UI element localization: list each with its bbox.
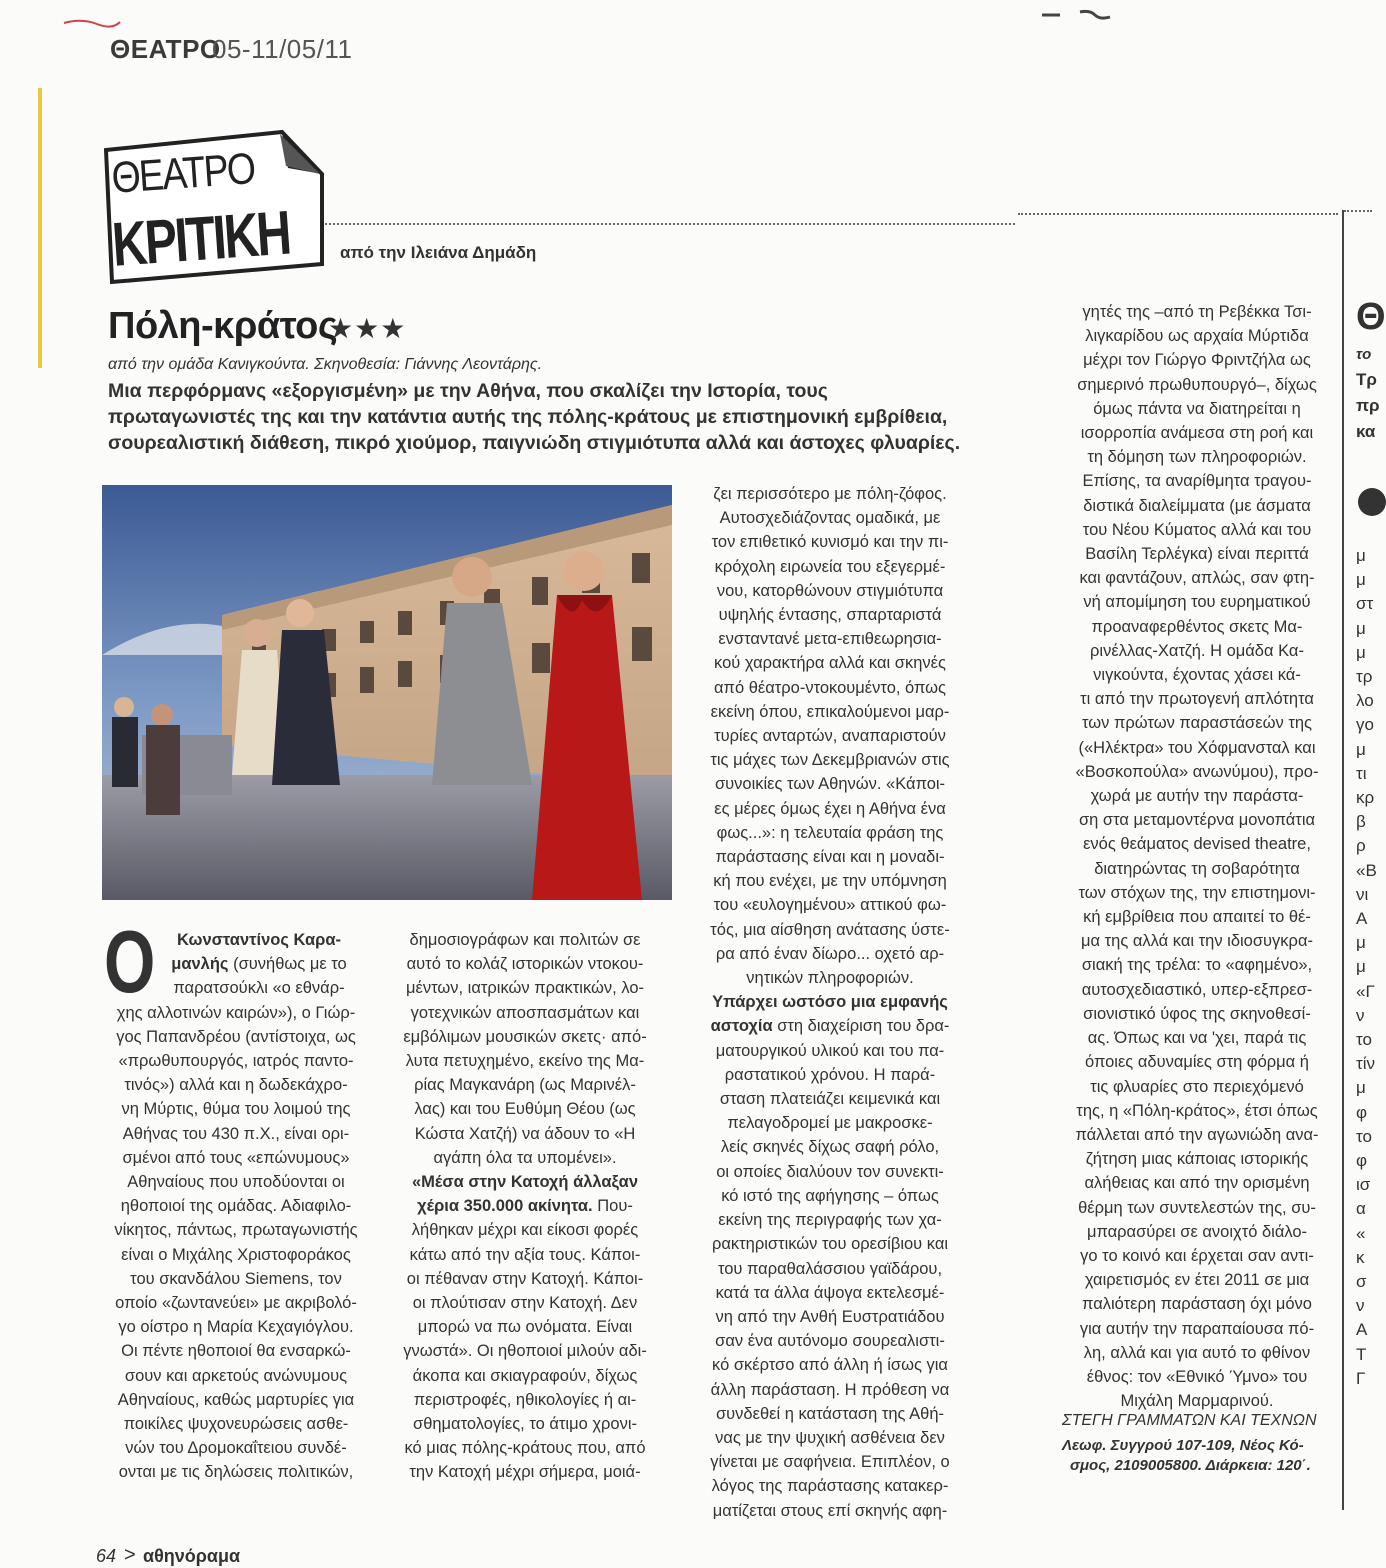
text-line: στη διαχείριση του δρα-	[772, 1017, 950, 1036]
text-line: υψηλής έντασης, σπαρταριστά	[718, 606, 942, 625]
text-line: κό σκέρτσο από άλλη ή ίσως για	[712, 1356, 948, 1375]
edge-text: τρ	[1356, 667, 1373, 686]
text-line: λήθηκαν μέχρι και είκοσι φορές	[411, 1221, 639, 1240]
text-line: κό ιστό της αφήγησης – όπως	[721, 1186, 939, 1205]
text-line: ζήτηση μιας κάποιας ιστορικής	[1085, 1150, 1309, 1169]
text-line: ση στα μεταμοντέρνα μονοπάτια	[1078, 811, 1316, 830]
text-line: Αυτοσχεδιάζοντας ομαδικά, με	[719, 509, 941, 528]
text-line: προαναφερθέντος σκετς Μα-	[1091, 617, 1303, 636]
text-line: τις μάχες των Δεκεμβριανών στις	[710, 751, 950, 770]
page-number: 64	[96, 1546, 117, 1566]
edge-text: στ	[1356, 594, 1374, 614]
text-line: κρόχολη ειρωνεία του εξεγερμέ-	[714, 557, 946, 576]
edge-text: «Γ	[1356, 981, 1375, 1001]
text-line: ραστατικού χρόνου. Η παρά-	[724, 1065, 936, 1084]
edge-text: κρ	[1356, 788, 1375, 807]
text-line: παράστασης είναι και η μοναδι-	[715, 848, 945, 867]
text-bold: Κωνσταντίνος Καρα-	[176, 931, 342, 949]
text-line: σαν ένα αυτόνομο σουρεαλιστι-	[715, 1332, 945, 1351]
text-line: νη από την Ανθή Ευστρατιάδου	[715, 1307, 945, 1326]
text-line: («Ηλέκτρα» του Χόφμανσταλ και	[1078, 738, 1316, 757]
text-line: οι πέθαναν στην Κατοχή. Κάποι-	[406, 1269, 644, 1288]
edge-text: ν	[1356, 1005, 1365, 1025]
text-line: εμβόλιμων μουσικών σκετς· από-	[403, 1027, 647, 1046]
text-bold: χέρια 350.000 ακίνητα.	[417, 1197, 593, 1216]
edge-text: ισ	[1356, 1175, 1371, 1195]
edge-text: μ	[1356, 957, 1366, 977]
text-line: Οι πέντε ηθοποιοί θα ενσαρκώ-	[121, 1342, 351, 1361]
text-line: ρινέλλας-Χατζή. Η ομάδα Κα-	[1090, 641, 1304, 660]
venue-name: ΣΤΕΓΗ ΓΡΑΜΜΑΤΩΝ ΚΑΙ ΤΕΧΝΩΝ	[1062, 1412, 1317, 1429]
edge-text: γο	[1356, 715, 1374, 735]
text-line: θέρμη των συντελεστών της, συ-	[1078, 1198, 1316, 1217]
text-line: τός, μια αίσθηση ανάτασης ύστε-	[710, 920, 950, 939]
text-line: ηθοποιοί της ομάδας. Αδιαφιλο-	[120, 1197, 352, 1216]
performance-photo	[102, 485, 672, 900]
text-line: γο το κοινό και έρχεται σαν αντι-	[1080, 1246, 1314, 1265]
text-line: λόγος της παράστασης κατακερ-	[711, 1477, 949, 1496]
text-line: γίνεται με σαφήνεια. Επιπλέον, ο	[710, 1453, 950, 1472]
text-line: σθηματολογίες, το άτιμο χρονι-	[413, 1415, 637, 1434]
text-line: Που-	[592, 1197, 633, 1216]
dotted-divider	[1018, 213, 1338, 215]
rating-stars: ★★★	[328, 313, 407, 344]
text-bold: αστοχία	[710, 1017, 773, 1036]
text-line: Επίσης, τα αναρίθμητα τραγου-	[1082, 472, 1312, 491]
text-line: «πρωθυπουργός, ιατρός παντο-	[118, 1052, 354, 1071]
text-line: λη, αλλά και για αυτό το φθίνον	[1083, 1343, 1311, 1362]
text-line: διατηρώντας τη σοβαρότητα	[1094, 859, 1300, 878]
text-line: έθνος: τον «Εθνικό Ύμνο» του	[1086, 1367, 1308, 1386]
text-line: οποίο «ζωντανεύει» με ακριβολό-	[115, 1294, 357, 1313]
edge-text: «Β	[1356, 860, 1377, 880]
text-line: συνοικίες των Αθηνών. «Κάποι-	[714, 775, 946, 794]
edge-text: λο	[1356, 691, 1374, 711]
text-line: χαιρετισμός εν έτει 2011 σε μια	[1084, 1271, 1310, 1290]
chevron-right-icon: >	[124, 1544, 136, 1566]
text-line: συνδεθεί η κατάσταση της Αθή-	[715, 1404, 945, 1423]
text-line: εκείνη της περιγραφής των χα-	[718, 1211, 942, 1230]
text-line: μέχρι τον Γιώργο Φριντζήλα ως	[1083, 351, 1311, 370]
text-line: είναι ο Μιχάλης Χριστοφοράκος	[121, 1245, 351, 1264]
text-line: όποιες αδυναμίες στη φόρμα ή	[1085, 1053, 1309, 1072]
theatre-critique-logo	[100, 128, 328, 284]
scan-mark-icon	[1040, 8, 1120, 22]
text-line: τη δόμηση των πληροφοριών.	[1087, 448, 1307, 467]
edge-text: α	[1356, 1199, 1366, 1219]
text-line: νών του Δρομοκαΐτειου συνδέ-	[125, 1439, 347, 1458]
issue-date: 05-11/05/11	[212, 34, 353, 64]
edge-text: Α	[1356, 1320, 1368, 1340]
chevron-left-icon	[1358, 488, 1386, 516]
text-line: Βασίλη Τερλέγκα) είναι περιττά	[1085, 545, 1309, 564]
text-line: γος Παπανδρέου (αντίστοιχα, ως	[116, 1027, 356, 1046]
edge-text: σ	[1356, 1272, 1367, 1291]
edge-text: πρ	[1356, 396, 1380, 415]
text-line: λυτα πετυχημένο, εκείνο της Μα-	[405, 1052, 645, 1071]
edge-text: νι	[1356, 884, 1369, 904]
column-4-body	[1052, 300, 1342, 1413]
edge-text: το	[1356, 1126, 1372, 1146]
edge-text: Τρ	[1356, 370, 1377, 389]
edge-text: ν	[1356, 1296, 1365, 1316]
article-title: Πόλη-κράτος	[108, 305, 338, 347]
text-line: αυτοσχεδιαστικό, υπερ-εξπρεσ-	[1081, 980, 1313, 999]
text-line: νας με την ψυχική ασθένεια δεν	[715, 1428, 945, 1447]
text-line: αγάπη όλα τα υπομένει».	[433, 1148, 617, 1167]
text-line: κάτω από την αξία τους. Κάποι-	[409, 1245, 641, 1264]
edge-text: τι	[1356, 763, 1367, 783]
text-line: Κώστα Χατζή) να άδουν το «Η	[414, 1124, 636, 1143]
column-2-body-a	[380, 928, 670, 1170]
next-article-edge	[1342, 210, 1386, 1568]
column-3-body-b	[684, 1039, 976, 1523]
edge-text: φ	[1356, 1102, 1368, 1122]
text-line: διστικά διαλείμματα (με άσματα	[1083, 496, 1311, 515]
text-line: πάλλεται από την αγωνιώδη ανα-	[1075, 1125, 1319, 1144]
text-line: άλλη παράσταση. Η πρόθεση να	[710, 1380, 950, 1399]
text-line: ονται με τις δηλώσεις πολιτικών,	[118, 1463, 354, 1482]
text-line: νιγκούντα, έχοντας χάσει κά-	[1093, 666, 1301, 685]
text-line: τον επιθετικό κυνισμό και την πι-	[711, 533, 949, 552]
scan-mark-icon	[62, 18, 122, 28]
text-line: ρίας Μαγκανάρη (ως Μαρινέλ-	[414, 1076, 636, 1095]
text-line: μπορώ να πω ονόματα. Είναι	[417, 1318, 633, 1337]
text-line: ενός θεάματος devised theatre,	[1083, 835, 1311, 854]
indented-lines	[104, 928, 368, 1001]
logo-line1: ΘΕΑΤΡΟ	[110, 144, 256, 203]
edge-text: μ	[1356, 618, 1366, 638]
edge-text: φ	[1356, 1151, 1368, 1170]
text-line: γητές της –από τη Ρεβέκκα Τσι-	[1082, 303, 1312, 321]
text-line: όμως πάντα να διατηρείται η	[1093, 399, 1301, 418]
edge-text: μ	[1356, 570, 1366, 590]
text-line: φως...»: η τελευταία φράση της	[716, 823, 944, 842]
text-line: ματουργικού υλικού και του πα-	[715, 1041, 945, 1060]
text-line: ισορροπία ανάμεσα στη ροή και	[1080, 424, 1314, 443]
text-line: μπαρασύρει σε ανοιχτό διάλο-	[1086, 1222, 1308, 1241]
text-line: από θέατρο-ντοκουμέντο, όπως	[714, 678, 946, 697]
production-credits: από την ομάδα Κανιγκούντα. Σκηνοθεσία: Γιάννης Λεοντάρης.	[108, 356, 543, 373]
text-line: Αθηναίους, καθώς μαρτυρίες για	[117, 1390, 355, 1409]
text-line: ματίζεται στους επί σκηνής αφη-	[712, 1501, 948, 1520]
text-line: των στόχων της, την επιστημονι-	[1078, 883, 1316, 902]
text-line: νίκητος, πάντως, πρωταγωνιστής	[114, 1221, 358, 1240]
text-line: κή εμβρίθεια που απαιτεί το θέ-	[1083, 908, 1311, 927]
text-bold: Υπάρχει ωστόσο μια εμφανής	[712, 993, 948, 1012]
text-line: κού χαρακτήρα αλλά και σκηνές	[714, 654, 946, 673]
column-divider	[1342, 210, 1344, 1510]
text-line: ενσταντανέ μετα-επιθεωρησια-	[718, 630, 942, 649]
edge-heading: Θ	[1356, 296, 1386, 338]
text-line: του παραθαλάσσιου γαϊδάρου,	[717, 1259, 943, 1278]
column-3	[684, 482, 976, 1523]
text-line: παρατσούκλι «ο εθνάρ-	[173, 979, 345, 998]
text-line: Αθηναίους που υποδύονται οι	[127, 1173, 345, 1192]
text-line: ες μέρες όμως έχει η Αθήνα ένα	[714, 799, 946, 818]
text-line: μέντων, ιατρικών πρακτικών, λο-	[405, 979, 644, 998]
venue-address: Λεωφ. Συγγρού 107-109, Νέος Κό-	[1062, 1437, 1304, 1454]
text-line: και φαντάζουν, απλώς, σαν φτη-	[1079, 569, 1315, 588]
text-line: σουν και αρκετούς ανώνυμους	[124, 1366, 348, 1385]
text-line: κατά τα άλλα άψογα εκτελεσμέ-	[715, 1283, 945, 1302]
text-line: νητικών πληροφοριών.	[746, 969, 914, 988]
text-line: χωρά με αυτήν την παράστα-	[1090, 787, 1304, 806]
text-line: μα της αλλά και την ιδιοσυγκρα-	[1081, 932, 1313, 951]
text-line: οι οποίες διαλύουν τον συνεκτι-	[716, 1162, 944, 1181]
text-line: για αυτήν την παραπαίουσα πό-	[1079, 1319, 1315, 1338]
edge-text: κ	[1356, 1247, 1365, 1267]
edge-text: Α	[1356, 909, 1368, 928]
column-2	[380, 928, 670, 1485]
column-1-body	[104, 1025, 368, 1485]
edge-text: το	[1356, 346, 1372, 363]
text-line: λείς σκηνές δίχως σαφή ρόλο,	[720, 1138, 940, 1157]
column-3-body-a	[684, 482, 976, 990]
edge-text: μ	[1356, 739, 1366, 759]
text-line: της, η «Πόλη-κράτος», έτσι όπως	[1076, 1101, 1318, 1120]
text-line: σημερινό πρωθυπουργό–, δίχως	[1077, 375, 1317, 394]
text-line: λας) και του Ευθύμη Θέου (ως	[414, 1100, 636, 1119]
text-line: σιακή της τρέλα: το «αφημένο»,	[1081, 956, 1313, 975]
text-line: σταση πλατειάζει κειμενικά και	[719, 1090, 941, 1109]
text-line: των πρώτων παραστάσεών της	[1082, 714, 1312, 733]
text-line: τινός») αλλά και η δωδεκάχρο-	[124, 1076, 348, 1095]
dotted-divider	[325, 223, 1015, 225]
edge-text: Γ	[1356, 1368, 1366, 1388]
text-line: σμένοι από τους «επώνυμους»	[122, 1148, 350, 1167]
author-byline: από την Ιλειάνα Δημάδη	[340, 243, 537, 262]
text-line: τι από την πρωτογενή απλότητα	[1080, 690, 1314, 709]
text-line: νου, κατορθώνουν στιγμιότυπα	[716, 581, 944, 600]
text-line: αυτό το κολάζ ιστορικών ντοκου-	[406, 955, 644, 974]
edge-text: Τ	[1356, 1344, 1367, 1364]
edge-text: μ	[1356, 546, 1366, 565]
text-bold: «Μέσα στην Κατοχή άλλαξαν	[411, 1173, 638, 1192]
text-line: περιστροφές, ηθικολογίες ή αι-	[413, 1390, 637, 1409]
text-line: δημοσιογράφων και πολιτών σε	[409, 931, 641, 949]
text-line: σιονιστικό ύφος της σκηνοθεσί-	[1083, 1004, 1311, 1023]
text-line: αλήθειας και από την ορισμένη	[1084, 1174, 1310, 1193]
text-line: του σκανδάλου Siemens, τον	[130, 1269, 342, 1288]
text-line: νή απομίμηση του ευρηματικού	[1083, 593, 1311, 612]
text-line: τυρίες ανταρτών, αναπαριστούν	[714, 727, 946, 746]
venue-details: σμος, 2109005800. Διάρκεια: 120΄.	[1070, 1457, 1311, 1474]
text-line: λιγκαρίδου ως αρχαία Μύρτιδα	[1085, 327, 1309, 346]
text-line: του «ευλογημένου» αττικού φω-	[713, 896, 947, 915]
article-lead: Μια περφόρμανς «εξοργισμένη» με την Αθήνα, που σκαλίζει την Ιστορία, τους πρωταγωνιστές της και την κατάντια αυτής της πόλης-κράτους με επιστημονική εμβρίθεια, σουρεαλιστική διάθεση, πικρό χιούμορ, παιγνιώδη στιγμιότυπα αλλά και άστοχες φλυαρίες.	[108, 380, 961, 454]
text-line: ποικίλες ψυχονευρώσεις ασθε-	[123, 1415, 349, 1434]
text-line: ρα από έναν δίωρο... οχετό αρ-	[715, 944, 945, 963]
text-line: τις φλυαρίες στο περιεχόμενό	[1090, 1077, 1304, 1096]
column-2-body-b	[380, 1218, 670, 1484]
text-bold: μανλής	[171, 955, 229, 974]
edge-text: μ	[1356, 642, 1366, 662]
text-line: κή που ενέχει, με την υπόμνηση	[713, 872, 947, 891]
text-line: γο οίστρο η Μαρία Κεχαγιόγλου.	[118, 1318, 354, 1337]
edge-text: κα	[1356, 422, 1376, 441]
column-1	[104, 928, 368, 1485]
text-line: ρακτηριστικών του ορεσίβιου και	[711, 1235, 949, 1254]
text-line: παλιότερη παράσταση όχι μόνο	[1082, 1295, 1312, 1314]
text-line: του Νέου Κύματος αλλά και του	[1082, 520, 1312, 539]
section-title: ΘΕΑΤΡΟ	[110, 34, 221, 64]
publication-name: αθηνόραμα	[143, 1546, 241, 1566]
text-line: άκοπα και σκιαγραφούν, δίχως	[412, 1366, 638, 1385]
drop-cap: Ο	[104, 912, 156, 1011]
text-line: (συνήθως με το	[228, 955, 347, 974]
text-line: Μιχάλη Μαρμαρινού.	[1120, 1392, 1274, 1411]
text-line: την Κατοχή μέχρι σήμερα, μοιά-	[409, 1463, 641, 1482]
edge-text: μ	[1356, 1078, 1366, 1098]
text-line: ζει περισσότερο με πόλη-ζόφος.	[713, 485, 947, 503]
text-line: οι πλούτισαν στην Κατοχή. Δεν	[412, 1294, 638, 1313]
column-4	[1052, 300, 1342, 1413]
text-line: νη Μύρτις, θύμα του λοιμού της	[121, 1100, 351, 1119]
text-line: ας. Όπως και να 'χει, παρά τις	[1087, 1029, 1307, 1048]
edge-text: ρ	[1356, 836, 1366, 856]
text-line: χης αλλοτινών καιρών»), ο Γιώρ-	[116, 1003, 356, 1022]
accent-rule	[38, 88, 42, 368]
edge-text: μ	[1356, 933, 1366, 953]
edge-text: τίν	[1356, 1054, 1375, 1074]
text-line: πελαγοδρομεί με μακροσκε-	[727, 1114, 933, 1133]
text-line: γοτεχνικών αποσπασμάτων και	[410, 1003, 640, 1022]
logo-line2: ΚΡΙΤΙΚΗ	[110, 198, 292, 280]
edge-text: το	[1356, 1030, 1372, 1049]
edge-text: β	[1356, 812, 1366, 832]
text-line: κό μιας πόλης-κράτους που, από	[404, 1439, 646, 1458]
text-line: εκείνη όπου, επικαλούμενοι μαρ-	[710, 702, 950, 721]
text-line: «Βοσκοπούλα» ανωνύμου), προ-	[1075, 762, 1319, 781]
text-line: Αθήνας του 430 π.Χ., είναι ορι-	[122, 1124, 350, 1143]
edge-text: «	[1356, 1223, 1366, 1243]
text-line: γνωστά». Οι ηθοποιοί μιλούν αδι-	[403, 1342, 647, 1361]
